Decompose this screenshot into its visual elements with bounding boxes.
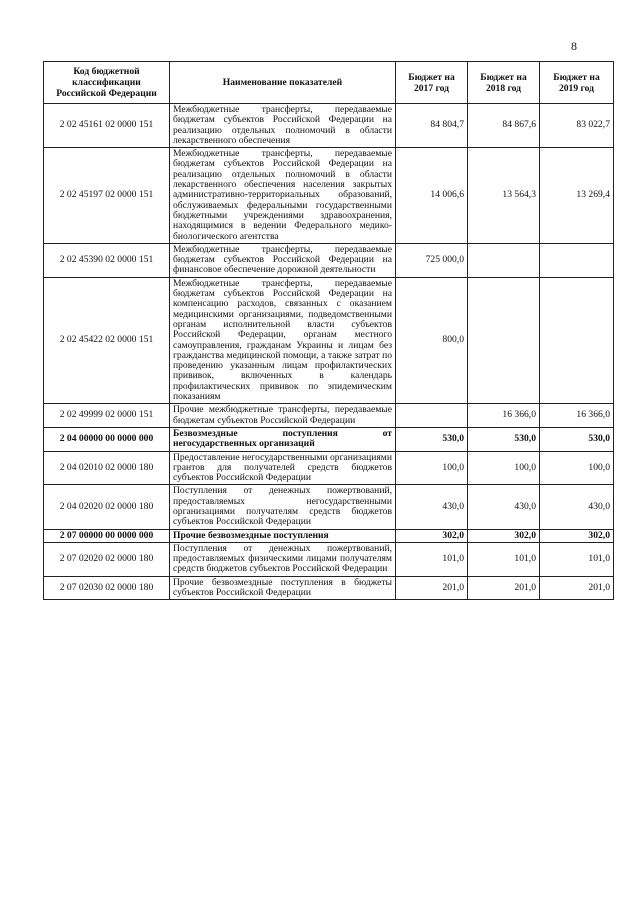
cell-budget-2018: 84 867,6 [468,104,540,148]
cell-budget-2019: 430,0 [540,485,614,529]
cell-code: 2 07 00000 00 0000 000 [44,529,170,542]
cell-budget-2019: 101,0 [540,542,614,576]
cell-name: Предоставление негосударственными организациями грантов для получателей средств бюджетов субъектов Российской Федерации [170,451,396,485]
cell-budget-2017: 800,0 [396,277,468,404]
cell-budget-2018: 430,0 [468,485,540,529]
cell-name: Межбюджетные трансферты, передаваемые бюджетам субъектов Российской Федерации на финансовое обеспечение дорожной деятельности [170,243,396,277]
budget-table [43,61,614,600]
cell-budget-2018: 13 564,3 [468,148,540,244]
cell-code: 2 04 00000 00 0000 000 [44,427,170,451]
cell-budget-2018 [468,243,540,277]
cell-budget-2019 [540,243,614,277]
cell-code: 2 04 02010 02 0000 180 [44,451,170,485]
cell-budget-2017: 302,0 [396,529,468,542]
cell-budget-2018: 201,0 [468,576,540,600]
cell-name: Поступления от денежных пожертвований, предоставляемых негосударственными организациями получателям средств бюджетов субъектов Российской Федерации [170,485,396,529]
header-budget-2017: Бюджет на 2017 год [396,62,468,104]
table-row [44,451,614,485]
cell-budget-2018: 100,0 [468,451,540,485]
table-row [44,277,614,404]
cell-budget-2017: 530,0 [396,427,468,451]
cell-name: Межбюджетные трансферты, передаваемые бюджетам субъектов Российской Федерации на реализацию отдельных полномочий в области лекарственного обеспечения [170,104,396,148]
table-row [44,243,614,277]
cell-code: 2 02 45390 02 0000 151 [44,243,170,277]
cell-name: Безвозмездные поступления от негосударственных организаций [170,427,396,451]
cell-budget-2017: 725 000,0 [396,243,468,277]
cell-budget-2017 [396,404,468,428]
cell-budget-2019: 530,0 [540,427,614,451]
cell-code: 2 02 45161 02 0000 151 [44,104,170,148]
table-body [44,104,614,600]
cell-budget-2018 [468,277,540,404]
table-row [44,104,614,148]
table-row [44,542,614,576]
table-header-row [44,62,614,104]
cell-budget-2019: 16 366,0 [540,404,614,428]
cell-budget-2018: 302,0 [468,529,540,542]
table-row [44,427,614,451]
cell-budget-2018: 530,0 [468,427,540,451]
cell-name: Прочие безвозмездные поступления в бюджеты субъектов Российской Федерации [170,576,396,600]
cell-budget-2017: 100,0 [396,451,468,485]
cell-budget-2017: 14 006,6 [396,148,468,244]
header-budget-2018: Бюджет на 2018 год [468,62,540,104]
header-budget-2019: Бюджет на 2019 год [540,62,614,104]
cell-code: 2 04 02020 02 0000 180 [44,485,170,529]
cell-code: 2 07 02020 02 0000 180 [44,542,170,576]
cell-name: Прочие безвозмездные поступления [170,529,396,542]
header-code: Код бюджетной классификации Российской Федерации [44,62,170,104]
cell-budget-2017: 430,0 [396,485,468,529]
cell-name: Прочие межбюджетные трансферты, передаваемые бюджетам субъектов Российской Федерации [170,404,396,428]
table-row [44,529,614,542]
cell-budget-2017: 101,0 [396,542,468,576]
cell-budget-2019: 13 269,4 [540,148,614,244]
cell-name: Поступления от денежных пожертвований, предоставляемых физическими лицами получателям средств бюджетов субъектов Российской Федерации [170,542,396,576]
page-number: 8 [571,39,577,53]
cell-name: Межбюджетные трансферты, передаваемые бюджетам субъектов Российской Федерации на реализацию отдельных полномочий в области лекарственного обеспечения населения закрытых административно-территориальных образований, обслуживаемых федеральными государственными бюджетными учреждениями здравоохранения, находящимися в ведении Федерального медико-биологического агентства [170,148,396,244]
cell-code: 2 07 02030 02 0000 180 [44,576,170,600]
cell-budget-2019: 302,0 [540,529,614,542]
header-name: Наименование показателей [170,62,396,104]
table-row [44,404,614,428]
cell-budget-2019: 83 022,7 [540,104,614,148]
table-row [44,485,614,529]
cell-code: 2 02 49999 02 0000 151 [44,404,170,428]
cell-budget-2017: 201,0 [396,576,468,600]
cell-code: 2 02 45422 02 0000 151 [44,277,170,404]
cell-code: 2 02 45197 02 0000 151 [44,148,170,244]
cell-budget-2018: 101,0 [468,542,540,576]
cell-budget-2018: 16 366,0 [468,404,540,428]
table-row [44,148,614,244]
cell-budget-2019: 201,0 [540,576,614,600]
cell-budget-2019: 100,0 [540,451,614,485]
cell-budget-2019 [540,277,614,404]
cell-name: Межбюджетные трансферты, передаваемые бюджетам субъектов Российской Федерации на компенсацию расходов, связанных с оказанием медицинскими организациями, подведомственными органам исполнительной власти субъектов Российской Федерации, органам местного самоуправления, гражданам Украины и лицам без гражданства медицинской помощи, а также затрат по проведению указанным лицам профилактических прививок, включенных в календарь профилактических прививок по эпидемическим показаниям [170,277,396,404]
table-row [44,576,614,600]
cell-budget-2017: 84 804,7 [396,104,468,148]
